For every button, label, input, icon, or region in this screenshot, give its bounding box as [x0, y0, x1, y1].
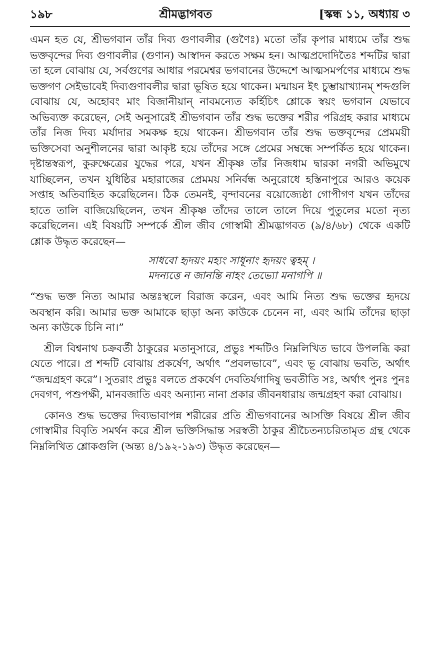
running-header	[30, 6, 410, 26]
verse-translation	[30, 290, 410, 337]
paragraph: শ্রীল বিশ্বনাথ চক্রবর্তী ঠাকুরের মতানুসারে, প্রভুঃ শব্দটিও নিম্নলিখিত ভাবে উপলব্ধি করা যেতে পারে। প্র শব্দটি বোঝায় প্রকর্ষেণ, অর্থাৎ “প্রবলভাবে”, এবং ভূ বোঝায় ভবতি, অর্থাৎ “জন্মগ্রহণ করে”। সুতরাং প্রভুঃ বলতে প্রকর্ষেণ দেবতির্যগাদিষু ভবতীতি সঃ, অর্থাৎ পুনঃ পুনঃ দেবগণ, পশুপক্ষী, মানবজাতি এবং অন্যান্য নানা প্রকার জীবনধারায় জন্মগ্রহণ করা বোঝায়।	[30, 342, 410, 401]
verse-line: সাধবো হৃদয়ং মহ্যং সাধূনাং হৃদয়ং ত্বহম্ ।	[148, 255, 315, 267]
sanskrit-verse	[148, 254, 410, 284]
page-body	[30, 33, 410, 455]
verse-line: মদন্যত্তে ন জানন্তি নাহং তেভ্যো মনাগপি ॥	[148, 270, 322, 282]
paragraph: এমন হত যে, শ্রীভগবান তাঁর দিব্য গুণাবলীর (গুণৈঃ) মতো তাঁর কৃপার মাধ্যমে তাঁর শুদ্ধ ভক্তবৃন্দের দিব্য গুণাবলীর (গুণান) আস্বাদন করতে সক্ষম হন। আত্মপ্রদোদিতৈঃ শব্দটির দ্বারা তা হলে বোঝায় যে, সর্বগুণের আধার পরমেশ্বর ভগবানের উদ্দেশে আত্মসমর্পণের মাধ্যমে শুদ্ধ ভক্তগণ সেইভাবেই দিব্যগুণাবলীর দ্বারা ভূষিত হয়ে থাকেন। মন্মায়ন ইৎ চুম্ভায়াখ্যানম্ শব্দগুলি বোঝায় যে, অহোবং মাং বিজানীয়ান্ নাবমন্যেত কর্হিচিৎ শ্লোকে স্বয়ং ভগবান যেভাবে অভিব্যক্ত করেছেন, সেই অনুসারেই শ্রীভগবান তাঁর শুদ্ধ ভক্তের শরীর পরিগ্রহ করার মাধ্যমে তাঁর নিজ দিব্য মর্যাদার সমকক্ষ হয়ে থাকেন। শ্রীভগবান তাঁর শুদ্ধ ভক্তবৃন্দের প্রেমময়ী ভক্তিসেবা অনুশীলনের দ্বারা আকৃষ্ট হয়ে তাঁদের সঙ্গে প্রেমের সম্বন্ধে সম্পর্কিত হয়ে থাকেন। দৃষ্টান্তস্বরূপ, কুরুক্ষেত্রের যুদ্ধের পরে, যখন শ্রীকৃষ্ণ তাঁর নিজধাম দ্বারকা নগরী অভিমুখে যাচ্ছিলেন, তখন যুধিষ্ঠির মহারাজের প্রেমময় সনির্বন্ধ অনুরোধে হস্তিনাপুরে আরও কয়েক সপ্তাহ অতিবাহিত করেছিলেন। ঠিক তেমনই, বৃন্দাবনের বয়োজ্যেষ্ঠা গোপীগণ যখন তাঁদের হাতে তালি বাজিয়েছিলেন, তখন শ্রীকৃষ্ণ তাঁদের তালে তালে দিয়ে পুতুলের মতো নৃত্য করেছিলেন। এই বিষয়টি সম্পর্কে শ্রীল জীব গোস্বামী শ্রীমদ্ভাগবত (৯/৪/৬৮) থেকে একটি শ্লোক উদ্ধৃত করেছেন—	[30, 34, 410, 248]
paragraph: কোনও শুদ্ধ ভক্তের দিব্যভাবাপন্ন শরীরের প্রতি শ্রীভগবানের আসক্তি বিষয়ে শ্রীল জীব গোস্বামীর বিবৃতি সমর্থন করে শ্রীল ভক্তিসিদ্ধান্ত সরস্বতী ঠাকুর শ্রীচৈতন্যচরিতামৃত গ্রন্থ থেকে নিম্নলিখিত শ্লোকগুলি (অন্ত্য ৪/১৯২-১৯৩) উদ্ধৃত করেছেন—	[30, 409, 410, 453]
header-rule	[30, 26, 410, 27]
section-label: [স্কন্ধ ১১, অধ্যায় ৩	[318, 7, 410, 21]
page-number: ১৯৮	[30, 7, 53, 21]
translation-text: “শুদ্ধ ভক্ত নিত্য আমার অন্তঃস্থলে বিরাজ করেন, এবং আমি নিত্য শুদ্ধ ভক্তের হৃদয়ে অবস্থান করি। আমার ভক্ত আমাকে ছাড়া অন্য কাউকে চেনেন না, এবং আমি তাঁদের ছাড়া অন্য কাউকে চিনি না।”	[30, 291, 410, 334]
book-title: শ্রীমদ্ভাগবত	[159, 7, 212, 21]
